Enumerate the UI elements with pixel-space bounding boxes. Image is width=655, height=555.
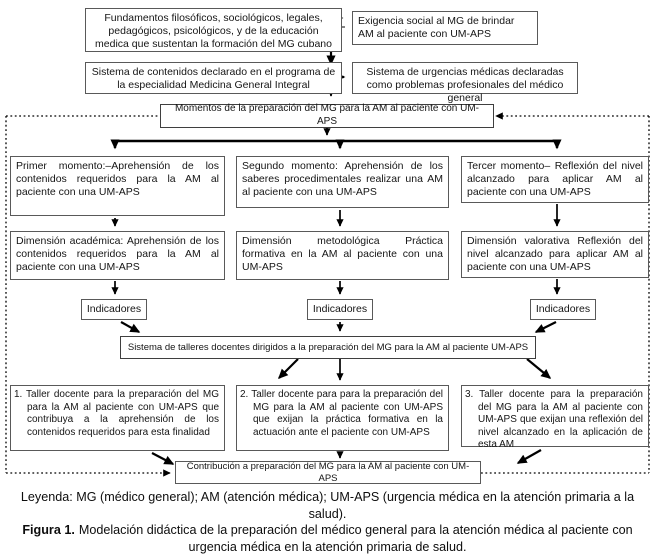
taller-3-box: 3. Taller docente para la preparación del MG para la AM al paciente con UM-APS que exijan una reflexión del nivel alcanzado en la aplicación de esta AM [461, 385, 649, 447]
leyenda-text: Leyenda: MG (médico general); AM (atención médica); UM-APS (urgencia médica en la atención primaria a la salud). [20, 490, 635, 521]
primer-momento-box: Primer momento:–Aprehensión de los contenidos requeridos para la AM al paciente con una UM-APS [10, 156, 225, 216]
figura-label: Figura 1. [22, 523, 75, 538]
dimension-valorativa-box: Dimensión valorativa Reflexión del nivel alcanzado para aplicar AM al paciente con una UM-APS [461, 231, 649, 278]
momentos-bracket-arrows [115, 128, 557, 148]
dimension-to-indicadores-arrows [115, 279, 557, 294]
momentos-header-box: Momentos de la preparación del MG para la AM al paciente con UM-APS [160, 104, 494, 128]
figure-caption [8, 489, 647, 555]
sistema-contenidos-box: Sistema de contenidos declarado en el programa de la especialidad Medicina General Integral [85, 62, 342, 94]
indicadores-box-3: Indicadores [530, 299, 596, 320]
tercer-momento-box: Tercer momento– Reflexión del nivel alcanzado para aplicar AM al paciente con una UM-APS [461, 156, 649, 203]
figura-text: Modelación didáctica de la preparación del médico general para la atención médica al paciente con urgencia médica en la atención primaria de salud. [78, 523, 633, 554]
indicadores-box-2: Indicadores [307, 299, 373, 320]
indicadores-box-1: Indicadores [81, 299, 147, 320]
taller-1-box: 1. Taller docente para la preparación del MG para la AM al paciente con UM-APS que contribuya a la aprehensión de los contenidos requeridos para esta finalidad [10, 385, 225, 451]
sistema-urgencias-box: Sistema de urgencias médicas declaradas como problemas profesionales del médico general [352, 62, 578, 94]
segundo-momento-box: Segundo momento: Aprehensión de los saberes procedimentales realizar una AM al paciente con una UM-APS [236, 156, 449, 208]
talleres-header-to-taller-arrows [279, 359, 550, 380]
dimension-academica-box: Dimensión académica: Aprehensión de los contenidos requeridos para la AM al paciente con una UM-APS [10, 231, 225, 280]
talleres-header-box: Sistema de talleres docentes dirigidos a la preparación del MG para la AM al paciente UM-APS [120, 336, 536, 359]
exigencia-social-box: Exigencia social al MG de brindar AM al paciente con UM-APS [352, 11, 538, 45]
dimension-metodologica-box: Dimensión metodológica Práctica formativa en la AM al paciente con una UM-APS [236, 231, 449, 280]
fundamentos-box: Fundamentos filosóficos, sociológicos, legales, pedagógicos, psicológicos, y de la educación medica que sustentan la formación del MG cubano [85, 8, 342, 52]
figura-line [8, 522, 647, 555]
indicadores-to-talleres-arrows [121, 322, 556, 332]
contribucion-box: Contribución a preparación del MG para la AM al paciente con UM-APS [175, 461, 481, 484]
taller-2-box: 2. Taller docente para para la preparación del MG para la AM al paciente con UM-APS que exijan la práctica formativa en la actuación ante el paciente con UM-APS [236, 385, 449, 451]
